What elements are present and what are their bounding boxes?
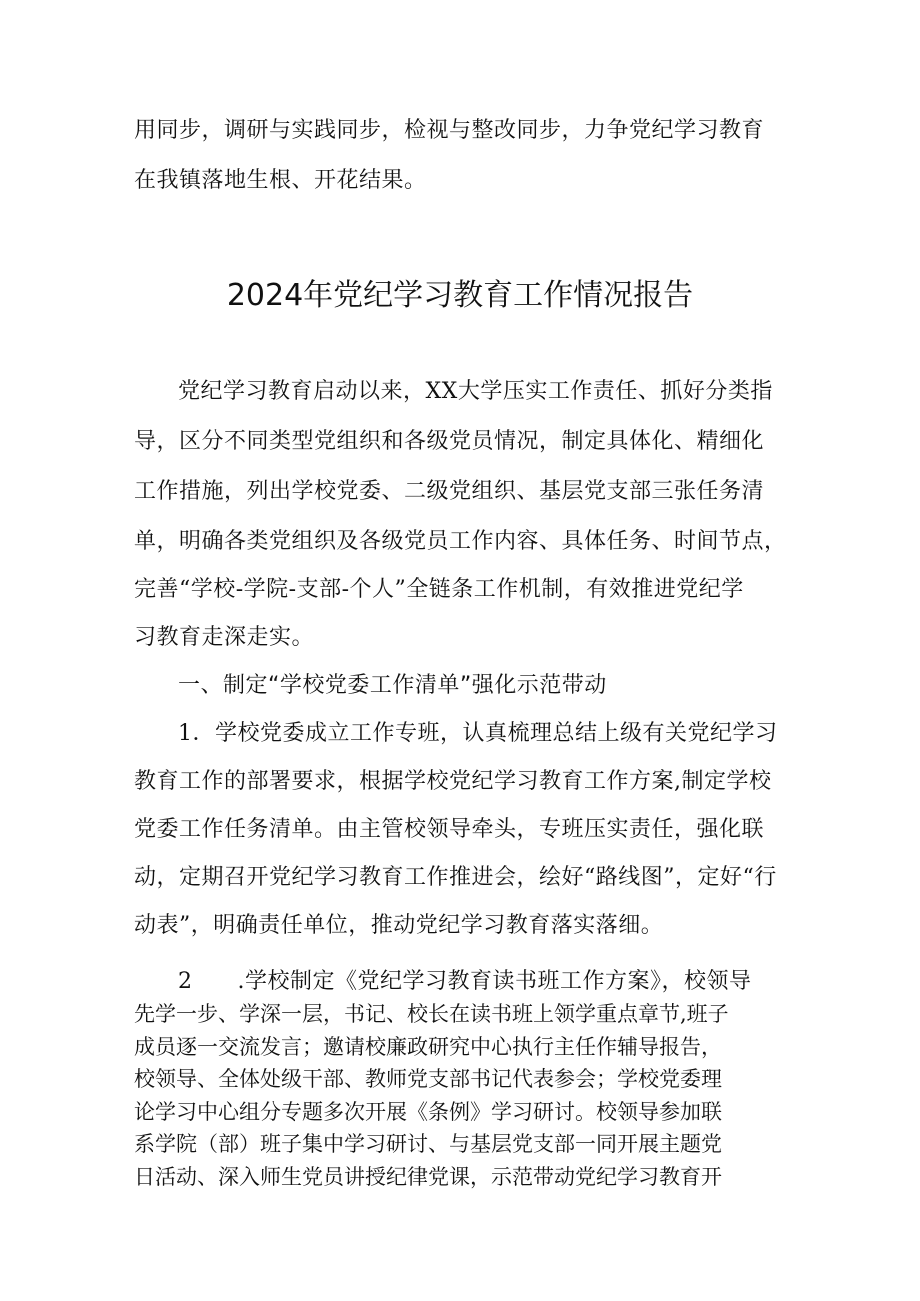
para1-line-5: 完善“学校-学院-支部-个人”全链条工作机制，有效推进党纪学 <box>134 577 744 602</box>
para1-line-4: 单，明确各类党组织及各级党员工作内容、具体任务、时间节点， <box>134 529 787 554</box>
item2-line-5: 论学习中心组分专题多次开展《条例》学习研讨。校领导参加联 <box>134 1100 722 1124</box>
item2-line-1: 2 .学校制定《党纪学习教育读书班工作方案》，校领导 <box>178 969 752 994</box>
para1-line-3: 工作措施，列出学校党委、二级党组织、基层党支部三张任务清 <box>134 479 765 504</box>
item1-line-4: 动，定期召开党纪学习教育工作推进会，绘好“路线图”，定好“行 <box>134 865 777 890</box>
para1-line-6: 习教育走深走实。 <box>134 625 315 650</box>
intro-line-2: 在我镇落地生根、开花结果。 <box>134 168 427 193</box>
item1-line-1: 1．学校党委成立工作专班，认真梳理总结上级有关党纪学习 <box>178 721 778 746</box>
item2-line-4: 校领导、全体处级干部、教师党支部书记代表参会；学校党委理 <box>134 1067 722 1091</box>
item2-line-7: 日活动、深入师生党员讲授纪律党课，示范带动党纪学习教育开 <box>134 1165 722 1189</box>
item1-line-5: 动表”，明确责任单位，推动党纪学习教育落实落细。 <box>134 913 664 938</box>
item1-line-3: 党委工作任务清单。由主管校领导牵头，专班压实责任，强化联 <box>134 817 765 842</box>
section1-heading: 一、制定“学校党委工作清单”强化示范带动 <box>178 673 607 698</box>
item2-line-3: 成员逐一交流发言；邀请校廉政研究中心执行主任作辅导报告， <box>134 1035 722 1059</box>
item2-line-6: 系学院（部）班子集中学习研讨、与基层党支部一同开展主题党 <box>134 1132 722 1156</box>
para1-line-1: 党纪学习教育启动以来，XX大学压实工作责任、抓好分类指 <box>178 379 773 404</box>
para1-line-2: 导，区分不同类型党组织和各级党员情况，制定具体化、精细化 <box>134 429 765 454</box>
item2-line-2: 先学一步、学深一层，书记、校长在读书班上领学重点章节,班子 <box>134 1002 729 1026</box>
item1-line-2: 教育工作的部署要求，根据学校党纪学习教育工作方案,制定学校 <box>134 769 772 794</box>
document-title: 2024年党纪学习教育工作情况报告 <box>226 278 694 313</box>
intro-line-1: 用同步，调研与实践同步，检视与整改同步，力争党纪学习教育 <box>134 118 765 143</box>
